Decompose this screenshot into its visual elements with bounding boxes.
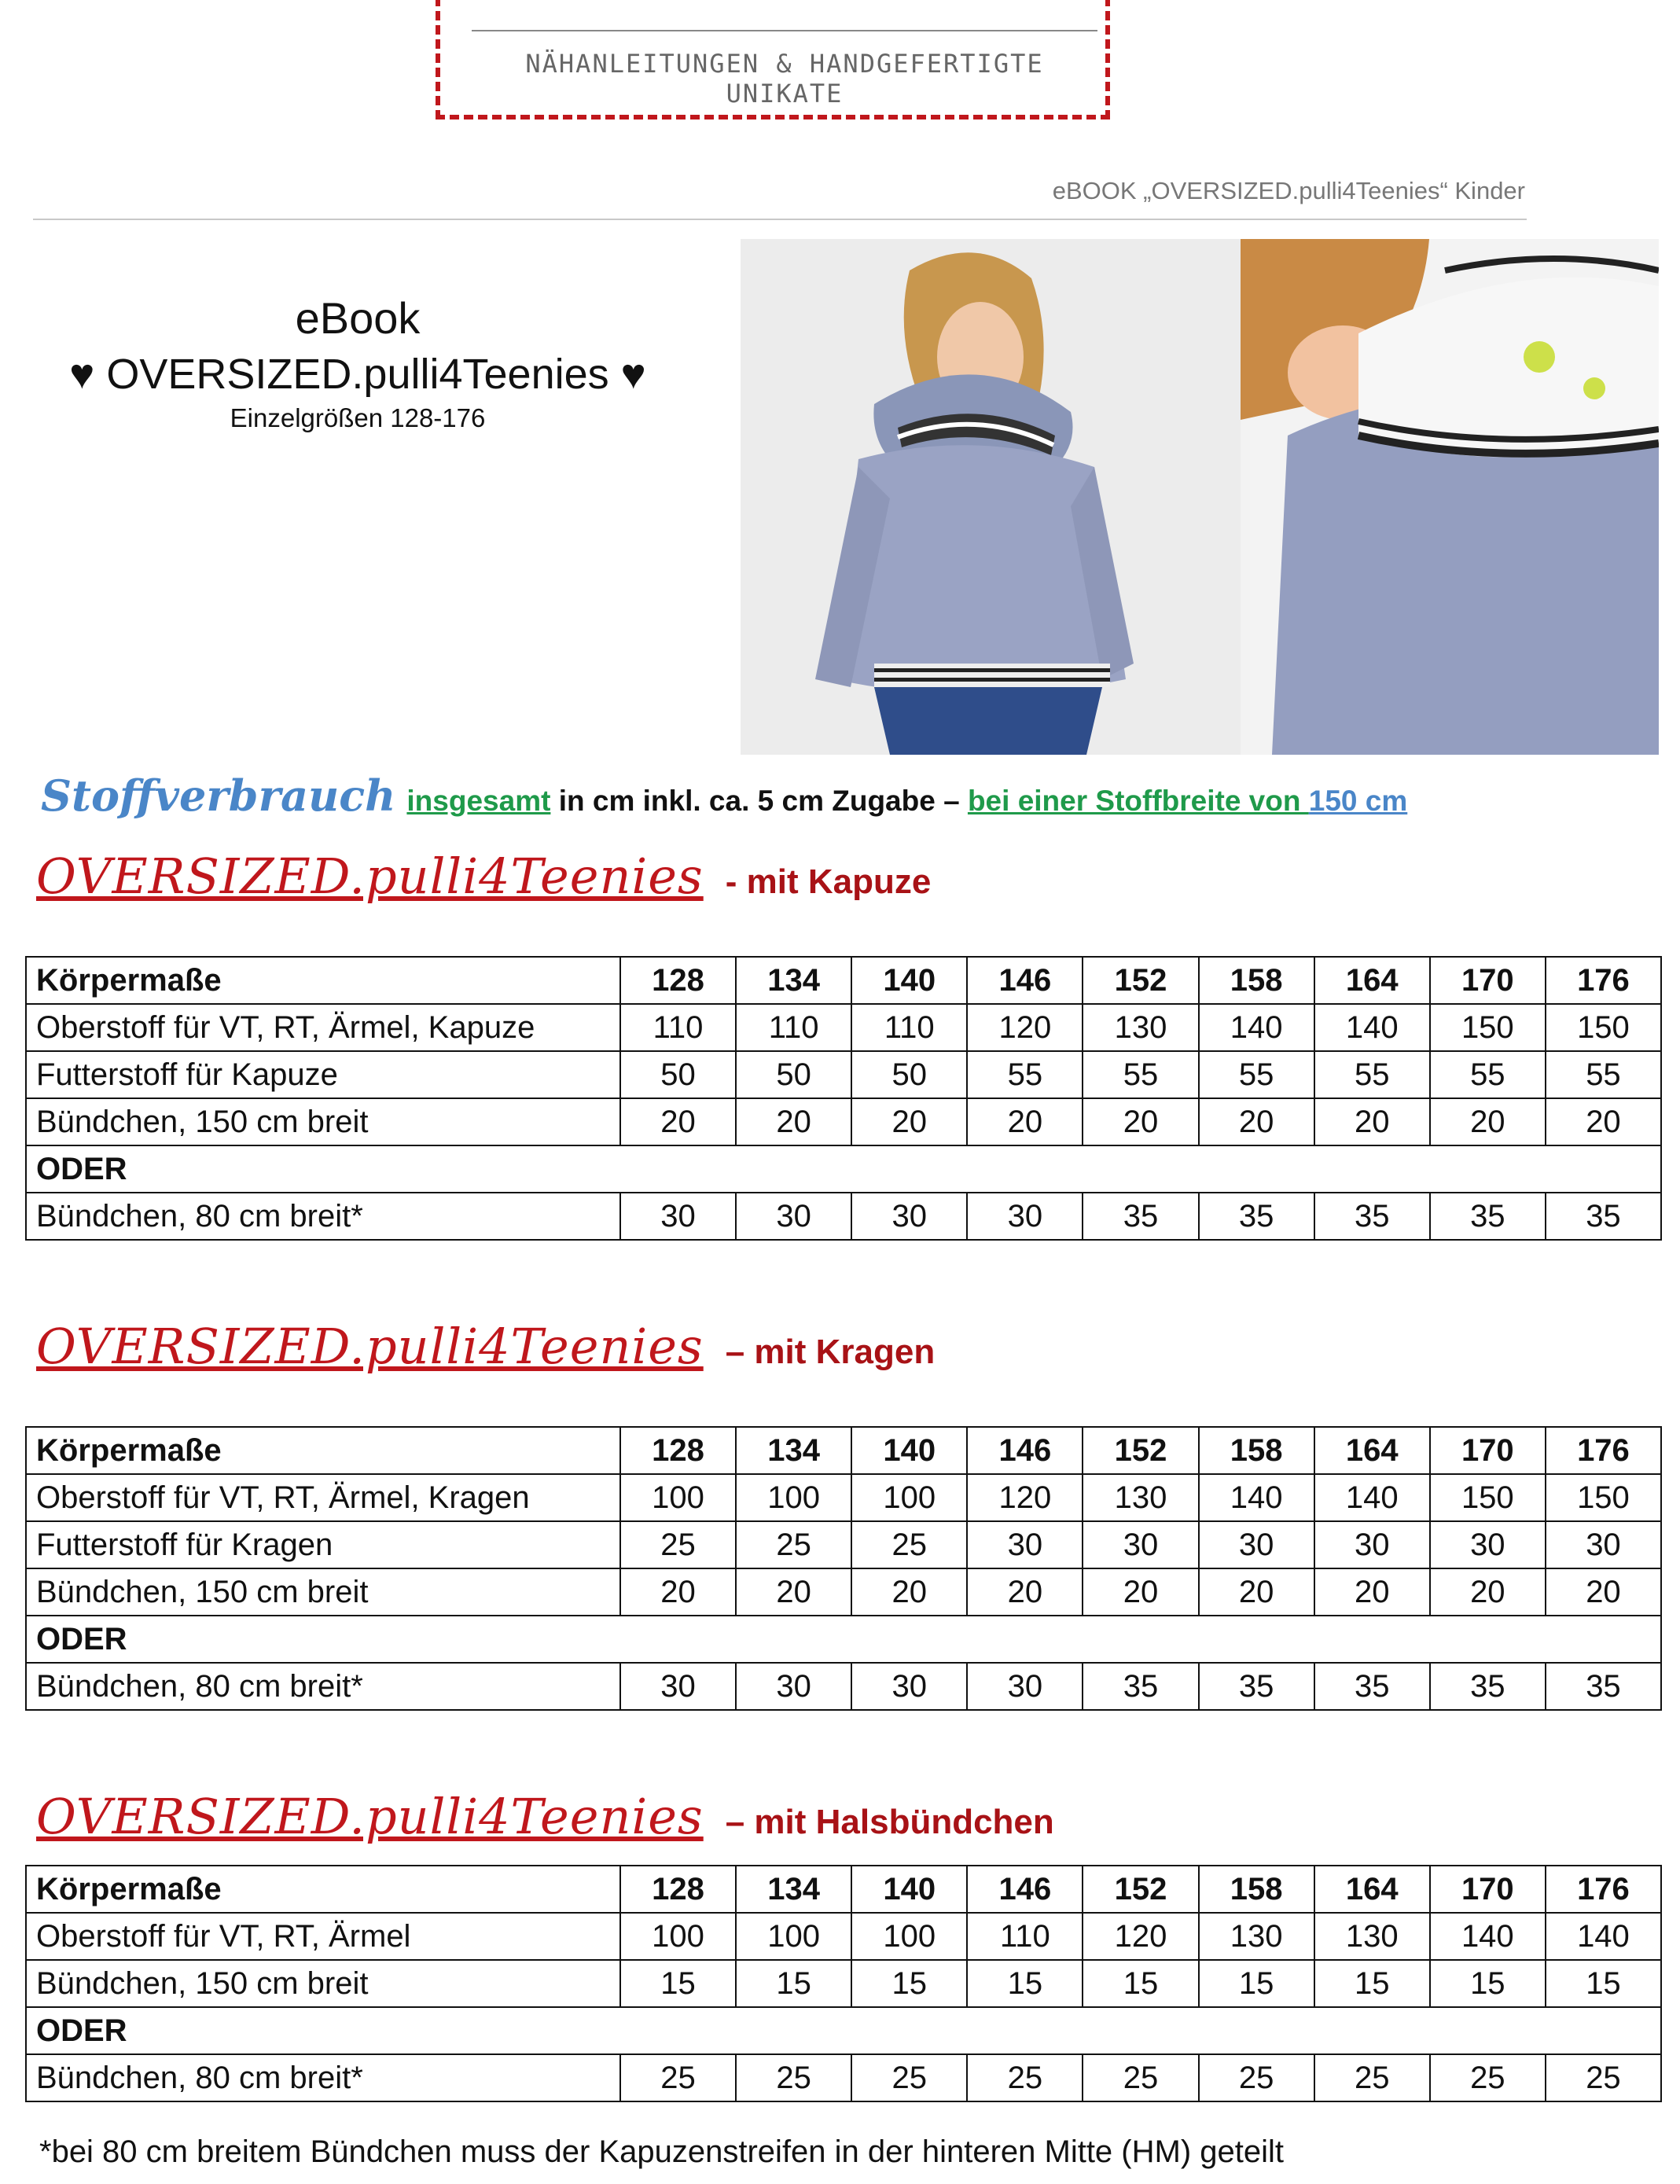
row-value: 30: [967, 1193, 1083, 1240]
size-header: 176: [1546, 957, 1661, 1004]
row-label: Bündchen, 80 cm breit*: [26, 1663, 620, 1710]
row-value: 15: [1314, 1960, 1430, 2007]
row-value: 15: [851, 1960, 967, 2007]
row-value: 35: [1546, 1193, 1661, 1240]
brand-script: OVERSIZED.pulli4Teenies: [36, 1318, 704, 1375]
row-value: 120: [967, 1474, 1083, 1521]
row-value: 35: [1199, 1193, 1314, 1240]
size-header: 176: [1546, 1866, 1661, 1913]
row-value: 20: [620, 1098, 736, 1145]
row-value: 15: [1430, 1960, 1546, 2007]
fabric-usage-heading: Stoffverbrauch: [41, 770, 396, 821]
row-value: 25: [1430, 2054, 1546, 2101]
row-value: 20: [620, 1568, 736, 1616]
section-subtitle: - mit Kapuze: [725, 862, 932, 901]
size-header: 140: [851, 1427, 967, 1474]
row-label: Oberstoff für VT, RT, Ärmel: [26, 1913, 620, 1960]
logo-divider: [472, 30, 1097, 31]
size-header: 164: [1314, 957, 1430, 1004]
row-value: 140: [1314, 1004, 1430, 1051]
row-value: 25: [851, 2054, 967, 2101]
size-header: 152: [1083, 1427, 1198, 1474]
row-value: 130: [1199, 1913, 1314, 1960]
size-header: 140: [851, 957, 967, 1004]
size-table-kapuze: [25, 956, 1662, 1241]
table-row: [26, 1913, 1661, 1960]
row-value: 20: [1083, 1098, 1198, 1145]
row-value: 15: [1546, 1960, 1661, 2007]
size-header: 176: [1546, 1427, 1661, 1474]
table-row: [26, 1663, 1661, 1710]
table-row: [26, 1193, 1661, 1240]
size-header: 134: [736, 957, 851, 1004]
title-main: ♥ OVERSIZED.pulli4Teenies ♥: [69, 351, 646, 398]
title-sizes: Einzelgrößen 128-176: [230, 403, 486, 432]
row-label: Oberstoff für VT, RT, Ärmel, Kragen: [26, 1474, 620, 1521]
row-value: 50: [620, 1051, 736, 1098]
row-value: 30: [1546, 1521, 1661, 1568]
row-value: 150: [1430, 1004, 1546, 1051]
oder-label: ODER: [26, 1616, 1661, 1663]
fabric-usage-total: insgesamt: [406, 785, 551, 817]
row-value: 30: [620, 1193, 736, 1240]
table-row: [26, 1474, 1661, 1521]
row-value: 25: [620, 1521, 736, 1568]
size-header: 170: [1430, 957, 1546, 1004]
row-value: 20: [1314, 1568, 1430, 1616]
row-value: 30: [736, 1663, 851, 1710]
row-label: Oberstoff für VT, RT, Ärmel, Kapuze: [26, 1004, 620, 1051]
size-header: 158: [1199, 957, 1314, 1004]
row-value: 110: [620, 1004, 736, 1051]
row-value: 35: [1314, 1193, 1430, 1240]
row-label: Bündchen, 80 cm breit*: [26, 1193, 620, 1240]
table-header-row: [26, 957, 1661, 1004]
row-value: 110: [967, 1913, 1083, 1960]
fabric-usage-note: in cm inkl. ca. 5 cm Zugabe –: [550, 785, 968, 817]
row-value: 15: [1083, 1960, 1198, 2007]
row-value: 35: [1314, 1663, 1430, 1710]
size-header: 158: [1199, 1866, 1314, 1913]
row-value: 15: [967, 1960, 1083, 2007]
row-value: 140: [1199, 1474, 1314, 1521]
row-value: 50: [851, 1051, 967, 1098]
row-value: 100: [736, 1913, 851, 1960]
row-label: Bündchen, 150 cm breit: [26, 1960, 620, 2007]
table-header-row: [26, 1427, 1661, 1474]
row-value: 120: [967, 1004, 1083, 1051]
photo-child-closeup: [1241, 239, 1659, 755]
row-value: 20: [967, 1568, 1083, 1616]
row-value: 25: [1546, 2054, 1661, 2101]
size-header: 170: [1430, 1427, 1546, 1474]
row-value: 100: [620, 1913, 736, 1960]
row-value: 20: [967, 1098, 1083, 1145]
size-table-halsbuendchen: [25, 1865, 1662, 2102]
row-value: 100: [851, 1474, 967, 1521]
fabric-width-value: 150 cm: [1308, 785, 1408, 817]
row-value: 35: [1546, 1663, 1661, 1710]
size-header: 164: [1314, 1866, 1430, 1913]
header-rule: [33, 219, 1527, 220]
row-value: 25: [736, 1521, 851, 1568]
logo-tagline: NÄHANLEITUNGEN & HANDGEFERTIGTE UNIKATE: [525, 49, 1044, 108]
row-value: 55: [1083, 1051, 1198, 1098]
section-heading-kapuze: [36, 847, 931, 905]
row-label: Bündchen, 80 cm breit*: [26, 2054, 620, 2101]
row-value: 25: [620, 2054, 736, 2101]
row-value: 30: [1314, 1521, 1430, 1568]
row-value: 35: [1430, 1663, 1546, 1710]
footnote: *bei 80 cm breitem Bündchen muss der Kapuzenstreifen in der hinteren Mitte (HM) geteilt: [39, 2134, 1284, 2169]
row-value: 130: [1083, 1474, 1198, 1521]
row-value: 130: [1083, 1004, 1198, 1051]
row-value: 100: [620, 1474, 736, 1521]
table-row: [26, 1960, 1661, 2007]
brand-script: OVERSIZED.pulli4Teenies: [36, 1788, 704, 1845]
section-heading-halsbuendchen: [36, 1788, 1054, 1845]
row-value: 35: [1430, 1193, 1546, 1240]
row-value: 20: [1546, 1568, 1661, 1616]
size-header: 140: [851, 1866, 967, 1913]
row-value: 20: [851, 1098, 967, 1145]
row-value: 20: [1199, 1568, 1314, 1616]
row-value: 30: [967, 1521, 1083, 1568]
size-header: 146: [967, 957, 1083, 1004]
header-label: Körpermaße: [26, 957, 620, 1004]
row-value: 15: [620, 1960, 736, 2007]
brand-script: OVERSIZED.pulli4Teenies: [36, 847, 704, 905]
size-header: 164: [1314, 1427, 1430, 1474]
size-header: 146: [967, 1427, 1083, 1474]
row-value: 25: [736, 2054, 851, 2101]
row-value: 120: [1083, 1913, 1198, 1960]
size-header: 128: [620, 1866, 736, 1913]
row-value: 35: [1083, 1663, 1198, 1710]
row-value: 30: [851, 1663, 967, 1710]
row-value: 110: [851, 1004, 967, 1051]
row-value: 110: [736, 1004, 851, 1051]
row-value: 30: [851, 1193, 967, 1240]
row-value: 20: [1430, 1098, 1546, 1145]
row-value: 55: [1430, 1051, 1546, 1098]
row-value: 140: [1430, 1913, 1546, 1960]
row-value: 20: [1546, 1098, 1661, 1145]
row-label: Futterstoff für Kragen: [26, 1521, 620, 1568]
row-value: 140: [1546, 1913, 1661, 1960]
title-block: [31, 291, 684, 434]
row-value: 15: [736, 1960, 851, 2007]
row-value: 55: [1546, 1051, 1661, 1098]
row-value: 30: [1199, 1521, 1314, 1568]
section-heading-kragen: [36, 1318, 935, 1375]
row-value: 30: [967, 1663, 1083, 1710]
photo-child-standing: [741, 239, 1241, 755]
table-header-row: [26, 1866, 1661, 1913]
row-value: 20: [1083, 1568, 1198, 1616]
oder-label: ODER: [26, 2007, 1661, 2054]
row-value: 20: [1314, 1098, 1430, 1145]
row-value: 140: [1314, 1474, 1430, 1521]
row-value: 30: [1083, 1521, 1198, 1568]
oder-label: ODER: [26, 1145, 1661, 1193]
row-value: 25: [967, 2054, 1083, 2101]
table-row-oder: [26, 2007, 1661, 2054]
page-header: eBOOK „OVERSIZED.pulli4Teenies“ Kinder: [1052, 177, 1525, 204]
row-value: 100: [736, 1474, 851, 1521]
table-row: [26, 1568, 1661, 1616]
row-value: 15: [1199, 1960, 1314, 2007]
row-value: 55: [1314, 1051, 1430, 1098]
row-value: 20: [851, 1568, 967, 1616]
table-row-oder: [26, 1616, 1661, 1663]
header-label: Körpermaße: [26, 1427, 620, 1474]
section-subtitle: – mit Halsbündchen: [725, 1803, 1054, 1841]
row-value: 35: [1083, 1193, 1198, 1240]
row-value: 20: [1430, 1568, 1546, 1616]
table-row: [26, 1521, 1661, 1568]
row-value: 20: [1199, 1098, 1314, 1145]
table-row: [26, 1004, 1661, 1051]
row-value: 150: [1430, 1474, 1546, 1521]
row-value: 35: [1199, 1663, 1314, 1710]
title-ebook: eBook: [295, 293, 421, 343]
size-header: 170: [1430, 1866, 1546, 1913]
row-value: 100: [851, 1913, 967, 1960]
size-header: 134: [736, 1866, 851, 1913]
row-value: 25: [851, 1521, 967, 1568]
row-value: 55: [1199, 1051, 1314, 1098]
row-value: 30: [736, 1193, 851, 1240]
table-row-oder: [26, 1145, 1661, 1193]
row-value: 150: [1546, 1474, 1661, 1521]
row-value: 25: [1199, 2054, 1314, 2101]
size-header: 152: [1083, 957, 1198, 1004]
table-row: [26, 1098, 1661, 1145]
fabric-usage-line: [41, 770, 1407, 821]
row-value: 55: [967, 1051, 1083, 1098]
table-row: [26, 2054, 1661, 2101]
row-label: Bündchen, 150 cm breit: [26, 1568, 620, 1616]
size-header: 152: [1083, 1866, 1198, 1913]
row-value: 25: [1314, 2054, 1430, 2101]
size-header: 128: [620, 957, 736, 1004]
size-header: 134: [736, 1427, 851, 1474]
row-value: 30: [1430, 1521, 1546, 1568]
row-value: 150: [1546, 1004, 1661, 1051]
size-header: 128: [620, 1427, 736, 1474]
section-subtitle: – mit Kragen: [725, 1333, 936, 1371]
size-header: 158: [1199, 1427, 1314, 1474]
fabric-width-label: bei einer Stoffbreite von: [967, 785, 1309, 817]
row-value: 25: [1083, 2054, 1198, 2101]
row-value: 140: [1199, 1004, 1314, 1051]
table-row: [26, 1051, 1661, 1098]
row-value: 20: [736, 1098, 851, 1145]
header-label: Körpermaße: [26, 1866, 620, 1913]
row-value: 20: [736, 1568, 851, 1616]
row-label: Bündchen, 150 cm breit: [26, 1098, 620, 1145]
size-header: 146: [967, 1866, 1083, 1913]
row-label: Futterstoff für Kapuze: [26, 1051, 620, 1098]
size-table-kragen: [25, 1426, 1662, 1711]
row-value: 130: [1314, 1913, 1430, 1960]
row-value: 50: [736, 1051, 851, 1098]
row-value: 30: [620, 1663, 736, 1710]
